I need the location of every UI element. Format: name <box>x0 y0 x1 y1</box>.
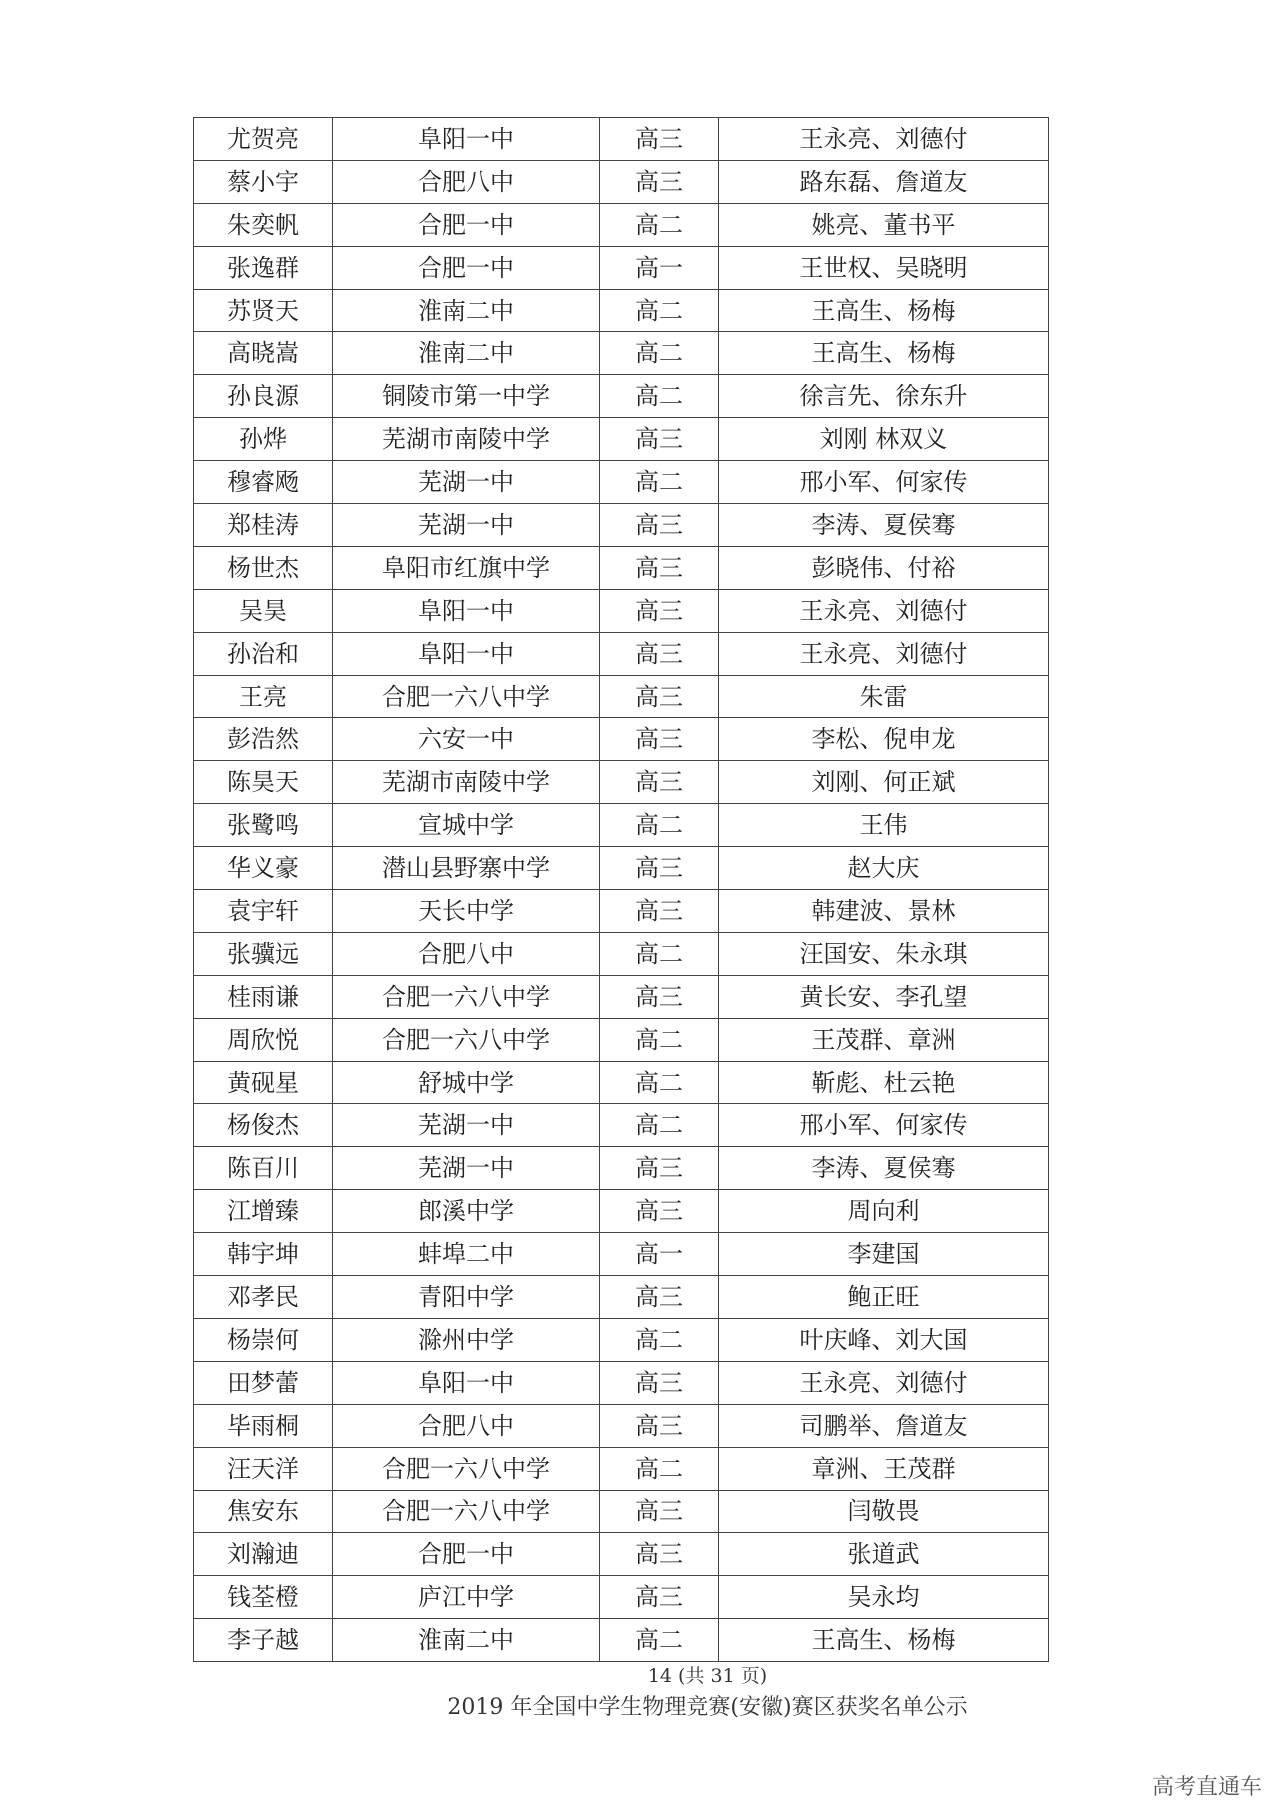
school-cell: 蚌埠二中 <box>333 1233 600 1276</box>
table-row <box>194 1447 1049 1490</box>
school-cell: 芜湖一中 <box>333 504 600 547</box>
grade-cell: 高二 <box>600 1018 719 1061</box>
teacher-cell: 吴永均 <box>719 1576 1049 1619</box>
teacher-cell: 路东磊、詹道友 <box>719 160 1049 203</box>
school-cell: 合肥八中 <box>333 932 600 975</box>
teacher-cell: 王高生、杨梅 <box>719 332 1049 375</box>
teacher-cell: 鲍正旺 <box>719 1276 1049 1319</box>
table-row <box>194 246 1049 289</box>
table-row <box>194 890 1049 933</box>
teacher-cell: 彭晓伟、付裕 <box>719 546 1049 589</box>
student-name-cell: 张逸群 <box>194 246 333 289</box>
teacher-cell: 李松、倪申龙 <box>719 718 1049 761</box>
grade-cell: 高三 <box>600 890 719 933</box>
table-row <box>194 1061 1049 1104</box>
table-row <box>194 1619 1049 1662</box>
grade-cell: 高二 <box>600 932 719 975</box>
grade-cell: 高三 <box>600 1533 719 1576</box>
teacher-cell: 赵大庆 <box>719 847 1049 890</box>
student-name-cell: 孙治和 <box>194 632 333 675</box>
table-row <box>194 289 1049 332</box>
grade-cell: 高二 <box>600 289 719 332</box>
student-name-cell: 蔡小宇 <box>194 160 333 203</box>
grade-cell: 高三 <box>600 1190 719 1233</box>
table-row <box>194 1404 1049 1447</box>
teacher-cell: 章洲、王茂群 <box>719 1447 1049 1490</box>
table-row <box>194 1490 1049 1533</box>
page-number: 14 (共 31 页) <box>647 1665 768 1687</box>
grade-cell: 高二 <box>600 375 719 418</box>
teacher-cell: 闫敬畏 <box>719 1490 1049 1533</box>
student-name-cell: 华义豪 <box>194 847 333 890</box>
school-cell: 芜湖市南陵中学 <box>333 761 600 804</box>
table-row <box>194 418 1049 461</box>
table-row <box>194 1576 1049 1619</box>
school-cell: 庐江中学 <box>333 1576 600 1619</box>
grade-cell: 高二 <box>600 332 719 375</box>
grade-cell: 高三 <box>600 589 719 632</box>
table-row <box>194 1018 1049 1061</box>
teacher-cell: 叶庆峰、刘大国 <box>719 1318 1049 1361</box>
table-row <box>194 1147 1049 1190</box>
student-name-cell: 孙烨 <box>194 418 333 461</box>
school-cell: 阜阳一中 <box>333 1361 600 1404</box>
table-row <box>194 718 1049 761</box>
student-name-cell: 钱荃橙 <box>194 1576 333 1619</box>
teacher-cell: 姚亮、董书平 <box>719 203 1049 246</box>
school-cell: 合肥一六八中学 <box>333 1490 600 1533</box>
grade-cell: 高二 <box>600 461 719 504</box>
student-name-cell: 杨俊杰 <box>194 1104 333 1147</box>
school-cell: 芜湖一中 <box>333 461 600 504</box>
teacher-cell: 王高生、杨梅 <box>719 1619 1049 1662</box>
grade-cell: 高一 <box>600 246 719 289</box>
watermark-text: 高考直通车 <box>1151 1775 1262 1800</box>
teacher-cell: 李建国 <box>719 1233 1049 1276</box>
student-name-cell: 郑桂涛 <box>194 504 333 547</box>
grade-cell: 高二 <box>600 1318 719 1361</box>
student-name-cell: 桂雨谦 <box>194 975 333 1018</box>
grade-cell: 高三 <box>600 975 719 1018</box>
table-row <box>194 761 1049 804</box>
school-cell: 舒城中学 <box>333 1061 600 1104</box>
table-row <box>194 203 1049 246</box>
teacher-cell: 李涛、夏侯骞 <box>719 1147 1049 1190</box>
school-cell: 阜阳一中 <box>333 589 600 632</box>
school-cell: 合肥一中 <box>333 203 600 246</box>
teacher-cell: 黄长安、李孔望 <box>719 975 1049 1018</box>
student-name-cell: 陈百川 <box>194 1147 333 1190</box>
student-name-cell: 杨崇何 <box>194 1318 333 1361</box>
student-name-cell: 张鹭鸣 <box>194 804 333 847</box>
school-cell: 合肥八中 <box>333 160 600 203</box>
table-row <box>194 1233 1049 1276</box>
teacher-cell: 韩建波、景林 <box>719 890 1049 933</box>
school-cell: 青阳中学 <box>333 1276 600 1319</box>
school-cell: 郎溪中学 <box>333 1190 600 1233</box>
grade-cell: 高三 <box>600 418 719 461</box>
grade-cell: 高三 <box>600 1361 719 1404</box>
table-row <box>194 975 1049 1018</box>
student-name-cell: 黄砚星 <box>194 1061 333 1104</box>
teacher-cell: 王永亮、刘德付 <box>719 589 1049 632</box>
school-cell: 淮南二中 <box>333 289 600 332</box>
grade-cell: 高二 <box>600 804 719 847</box>
teacher-cell: 司鹏举、詹道友 <box>719 1404 1049 1447</box>
grade-cell: 高三 <box>600 761 719 804</box>
grade-cell: 高三 <box>600 160 719 203</box>
teacher-cell: 靳彪、杜云艳 <box>719 1061 1049 1104</box>
student-name-cell: 刘瀚迪 <box>194 1533 333 1576</box>
school-cell: 潜山县野寨中学 <box>333 847 600 890</box>
student-name-cell: 王亮 <box>194 675 333 718</box>
teacher-cell: 王茂群、章洲 <box>719 1018 1049 1061</box>
student-name-cell: 江增臻 <box>194 1190 333 1233</box>
student-name-cell: 杨世杰 <box>194 546 333 589</box>
grade-cell: 高三 <box>600 1147 719 1190</box>
grade-cell: 高三 <box>600 718 719 761</box>
school-cell: 宣城中学 <box>333 804 600 847</box>
awards-table-body <box>194 118 1049 1662</box>
table-row <box>194 675 1049 718</box>
school-cell: 淮南二中 <box>333 332 600 375</box>
table-row <box>194 118 1049 161</box>
school-cell: 芜湖市南陵中学 <box>333 418 600 461</box>
student-name-cell: 韩宇坤 <box>194 1233 333 1276</box>
document-footer-title: 2019 年全国中学生物理竞赛(安徽)赛区获奖名单公示 <box>447 1695 968 1720</box>
table-row <box>194 332 1049 375</box>
student-name-cell: 周欣悦 <box>194 1018 333 1061</box>
teacher-cell: 王永亮、刘德付 <box>719 118 1049 161</box>
teacher-cell: 王永亮、刘德付 <box>719 1361 1049 1404</box>
table-row <box>194 804 1049 847</box>
table-row <box>194 847 1049 890</box>
teacher-cell: 王伟 <box>719 804 1049 847</box>
student-name-cell: 李子越 <box>194 1619 333 1662</box>
grade-cell: 高三 <box>600 1490 719 1533</box>
teacher-cell: 周向利 <box>719 1190 1049 1233</box>
table-row <box>194 375 1049 418</box>
grade-cell: 高三 <box>600 504 719 547</box>
grade-cell: 高二 <box>600 1061 719 1104</box>
grade-cell: 高三 <box>600 847 719 890</box>
student-name-cell: 尤贺亮 <box>194 118 333 161</box>
teacher-cell: 李涛、夏侯骞 <box>719 504 1049 547</box>
student-name-cell: 高晓嵩 <box>194 332 333 375</box>
student-name-cell: 汪天洋 <box>194 1447 333 1490</box>
teacher-cell: 刘刚 林双义 <box>719 418 1049 461</box>
grade-cell: 高三 <box>600 118 719 161</box>
student-name-cell: 毕雨桐 <box>194 1404 333 1447</box>
awards-table <box>193 117 1049 1662</box>
student-name-cell: 张骥远 <box>194 932 333 975</box>
table-row <box>194 1361 1049 1404</box>
table-row <box>194 1276 1049 1319</box>
table-row <box>194 1533 1049 1576</box>
school-cell: 合肥一六八中学 <box>333 1447 600 1490</box>
grade-cell: 高二 <box>600 1447 719 1490</box>
teacher-cell: 朱雷 <box>719 675 1049 718</box>
school-cell: 合肥一六八中学 <box>333 1018 600 1061</box>
school-cell: 合肥一六八中学 <box>333 675 600 718</box>
teacher-cell: 邢小军、何家传 <box>719 1104 1049 1147</box>
grade-cell: 高三 <box>600 1404 719 1447</box>
table-row <box>194 1318 1049 1361</box>
grade-cell: 高三 <box>600 546 719 589</box>
school-cell: 六安一中 <box>333 718 600 761</box>
student-name-cell: 苏贤天 <box>194 289 333 332</box>
school-cell: 天长中学 <box>333 890 600 933</box>
grade-cell: 高二 <box>600 203 719 246</box>
student-name-cell: 邓孝民 <box>194 1276 333 1319</box>
student-name-cell: 陈昊天 <box>194 761 333 804</box>
table-row <box>194 632 1049 675</box>
school-cell: 阜阳一中 <box>333 118 600 161</box>
table-row <box>194 461 1049 504</box>
grade-cell: 高二 <box>600 1104 719 1147</box>
grade-cell: 高三 <box>600 632 719 675</box>
table-row <box>194 1190 1049 1233</box>
table-row <box>194 589 1049 632</box>
grade-cell: 高二 <box>600 1619 719 1662</box>
student-name-cell: 吴昊 <box>194 589 333 632</box>
table-row <box>194 546 1049 589</box>
student-name-cell: 袁宇轩 <box>194 890 333 933</box>
teacher-cell: 王高生、杨梅 <box>719 289 1049 332</box>
school-cell: 合肥八中 <box>333 1404 600 1447</box>
school-cell: 合肥一中 <box>333 1533 600 1576</box>
school-cell: 芜湖一中 <box>333 1104 600 1147</box>
student-name-cell: 穆睿飏 <box>194 461 333 504</box>
table-row <box>194 932 1049 975</box>
grade-cell: 高三 <box>600 1576 719 1619</box>
school-cell: 滁州中学 <box>333 1318 600 1361</box>
student-name-cell: 焦安东 <box>194 1490 333 1533</box>
grade-cell: 高三 <box>600 675 719 718</box>
school-cell: 合肥一六八中学 <box>333 975 600 1018</box>
table-row <box>194 504 1049 547</box>
school-cell: 合肥一中 <box>333 246 600 289</box>
teacher-cell: 汪国安、朱永琪 <box>719 932 1049 975</box>
school-cell: 淮南二中 <box>333 1619 600 1662</box>
school-cell: 阜阳市红旗中学 <box>333 546 600 589</box>
table-row <box>194 1104 1049 1147</box>
school-cell: 阜阳一中 <box>333 632 600 675</box>
grade-cell: 高一 <box>600 1233 719 1276</box>
teacher-cell: 邢小军、何家传 <box>719 461 1049 504</box>
table-row <box>194 160 1049 203</box>
teacher-cell: 张道武 <box>719 1533 1049 1576</box>
student-name-cell: 孙良源 <box>194 375 333 418</box>
school-cell: 铜陵市第一中学 <box>333 375 600 418</box>
teacher-cell: 刘刚、何正斌 <box>719 761 1049 804</box>
teacher-cell: 徐言先、徐东升 <box>719 375 1049 418</box>
student-name-cell: 田梦蕾 <box>194 1361 333 1404</box>
teacher-cell: 王世权、吴晓明 <box>719 246 1049 289</box>
teacher-cell: 王永亮、刘德付 <box>719 632 1049 675</box>
school-cell: 芜湖一中 <box>333 1147 600 1190</box>
student-name-cell: 彭浩然 <box>194 718 333 761</box>
grade-cell: 高三 <box>600 1276 719 1319</box>
student-name-cell: 朱奕帆 <box>194 203 333 246</box>
